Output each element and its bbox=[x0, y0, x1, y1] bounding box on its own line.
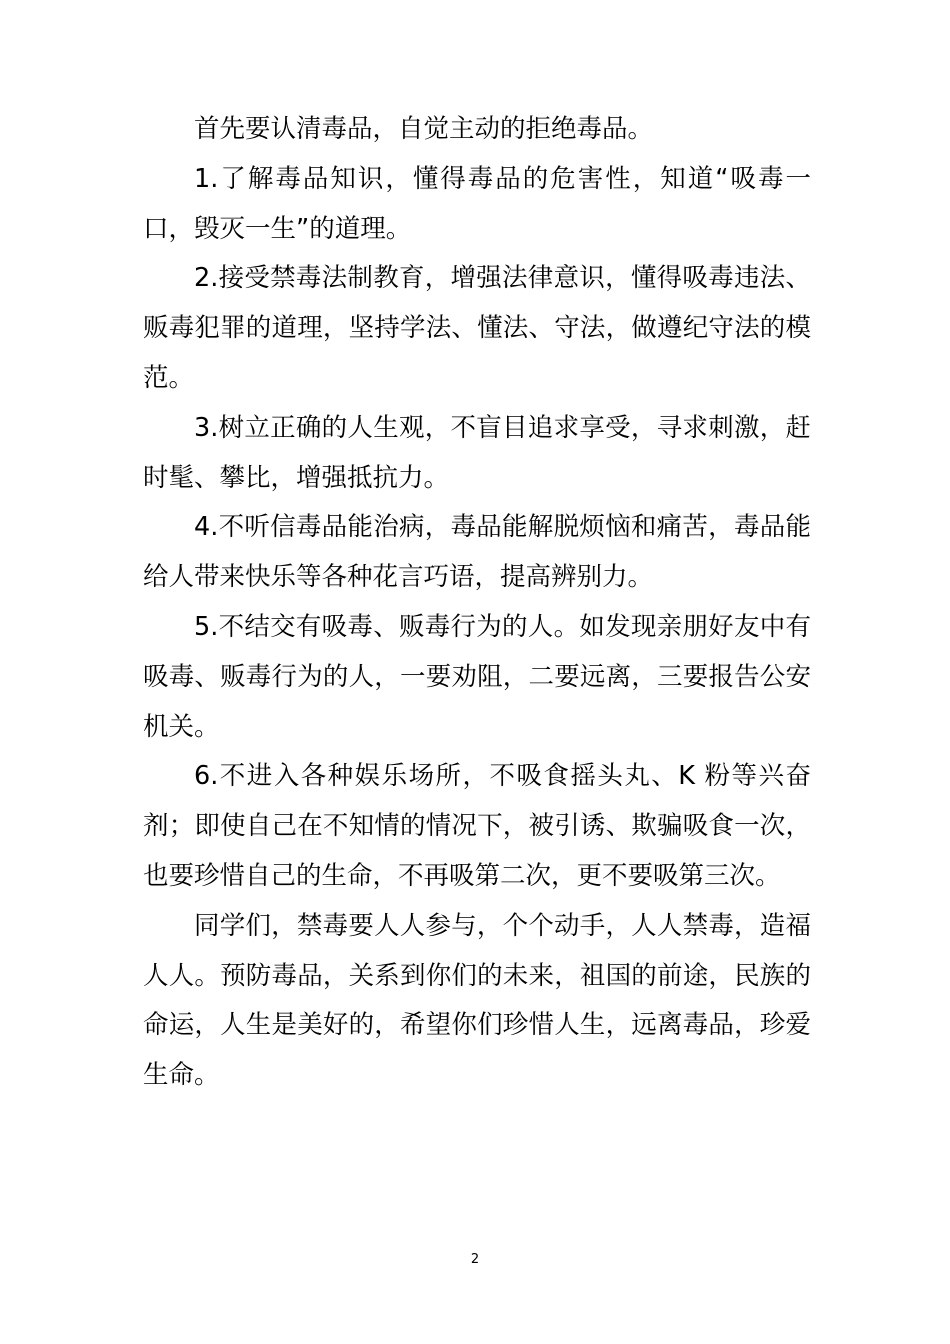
paragraph-point-3: 3.树立正确的人生观，不盲目追求享受，寻求刺激，赶时髦、攀比，增强抵抗力。 bbox=[143, 412, 811, 493]
paragraph-conclusion: 同学们，禁毒要人人参与，个个动手，人人禁毒，造福人人。预防毒品，关系到你们的未来，祖国的前途，民族的命运，人生是美好的，希望你们珍惜人生，远离毒品，珍爱生命。 bbox=[143, 910, 811, 1091]
page-number: 2 bbox=[470, 1252, 480, 1267]
paragraph-point-1: 1.了解毒品知识，懂得毒品的危害性，知道“吸毒一口，毁灭一生”的道理。 bbox=[143, 163, 811, 244]
document-body bbox=[143, 105, 811, 1101]
paragraph-point-2: 2.接受禁毒法制教育，增强法律意识，懂得吸毒违法、贩毒犯罪的道理，坚持学法、懂法、守法，做遵纪守法的模范。 bbox=[143, 263, 811, 393]
paragraph-point-4: 4.不听信毒品能治病，毒品能解脱烦恼和痛苦，毒品能给人带来快乐等各种花言巧语，提高辨别力。 bbox=[143, 512, 811, 593]
paragraph-point-6: 6.不进入各种娱乐场所，不吸食摇头丸、K 粉等兴奋剂；即使自己在不知情的情况下，被引诱、欺骗吸食一次，也要珍惜自己的生命，不再吸第二次，更不要吸第三次。 bbox=[143, 761, 811, 891]
paragraph-intro: 首先要认清毒品，自觉主动的拒绝毒品。 bbox=[194, 114, 654, 144]
paragraph-point-5: 5.不结交有吸毒、贩毒行为的人。如发现亲朋好友中有吸毒、贩毒行为的人，一要劝阻，二要远离，三要报告公安机关。 bbox=[143, 611, 811, 742]
